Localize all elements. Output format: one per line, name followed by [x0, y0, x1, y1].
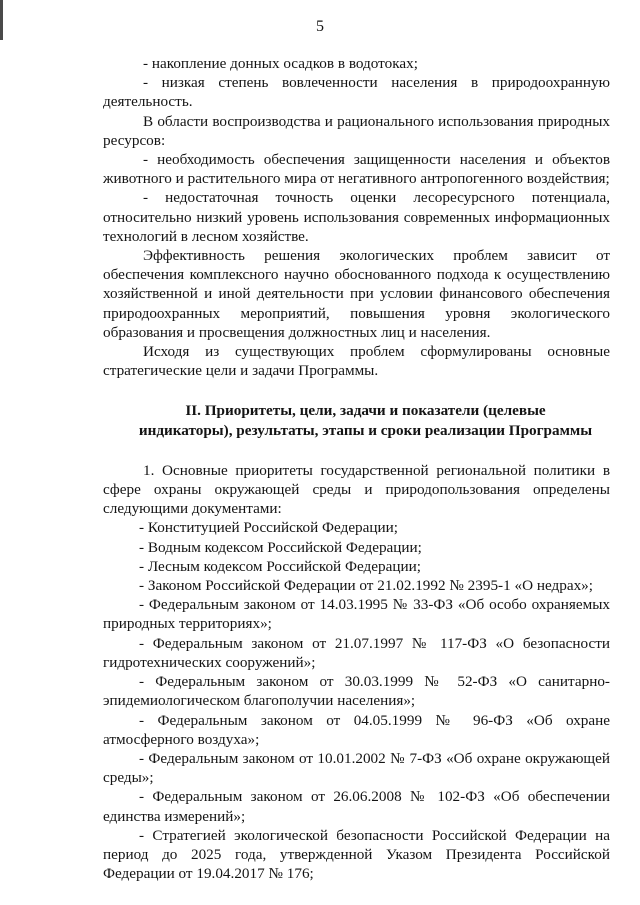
- list-item: - Федеральным законом от 10.01.2002 № 7-ФЗ «Об охране окружающей среды»;: [103, 749, 610, 787]
- list-item: - Федеральным законом от 26.06.2008 № 102-ФЗ «Об обеспечении единства измерений»;: [103, 788, 610, 825]
- paragraph: В области воспроизводства и рационального использования природных ресурсов:: [103, 112, 610, 149]
- list-item: - Федеральным законом от 21.07.1997 № 117-ФЗ «О безопасности гидротехнических сооружений»;: [103, 634, 610, 671]
- paragraph: 1. Основные приоритеты государственной региональной политики в сфере охраны окружающей среды и природопользования определены следующими документами:: [103, 461, 610, 518]
- section-heading-line: II. Приоритеты, цели, задачи и показатели (целевые: [185, 402, 546, 420]
- document-body: [103, 54, 610, 883]
- paragraph: - необходимость обеспечения защищенности населения и объектов животного и растительного мира от негативного антропогенного воздействия;: [103, 151, 610, 188]
- paragraph: - низкая степень вовлеченности населения в природоохранную деятельность.: [103, 74, 610, 111]
- list-item: - Федеральным законом от 04.05.1999 № 96-ФЗ «Об охране атмосферного воздуха»;: [103, 711, 610, 748]
- list-item: - Конституцией Российской Федерации;: [139, 519, 398, 537]
- list-item: - Лесным кодексом Российской Федерации;: [139, 557, 421, 575]
- paragraph: - накопление донных осадков в водотоках;: [143, 55, 418, 72]
- section-heading: [103, 401, 610, 439]
- list-item: - Водным кодексом Российской Федерации;: [139, 538, 422, 556]
- list-item: - Федеральным законом от 14.03.1995 № 33-ФЗ «Об особо охраняемых природных территориях»;: [103, 596, 610, 633]
- paragraph: - недостаточная точность оценки лесоресурсного потенциала, относительно низкий уровень использования современных информационных технологий в лесном хозяйстве.: [103, 189, 610, 245]
- page-number: 5: [316, 18, 324, 35]
- section-heading-line: индикаторы), результаты, этапы и сроки реализации Программы: [138, 421, 593, 439]
- paragraph: Исходя из существующих проблем сформулированы основные стратегические цели и задачи Программы.: [103, 343, 610, 380]
- list-item: - Федеральным законом от 30.03.1999 № 52-ФЗ «О санитарно-эпидемиологическом благополучии населения»;: [103, 673, 610, 710]
- list-item: - Стратегией экологической безопасности Российской Федерации на период до 2025 года, утвержденной Указом Президента Российской Федерации от 19.04.2017 № 176;: [103, 826, 610, 883]
- paragraph: Эффективность решения экологических проблем зависит от обеспечения комплексного научно обоснованного подхода к осуществлению хозяйственной и иной деятельности при условии финансового обеспечения природоохранных мероприятий, повышения уровня экологического образования и просвещения должностных лиц и населения.: [103, 247, 610, 341]
- list-item: - Законом Российской Федерации от 21.02.1992 № 2395-1 «О недрах»;: [139, 577, 593, 595]
